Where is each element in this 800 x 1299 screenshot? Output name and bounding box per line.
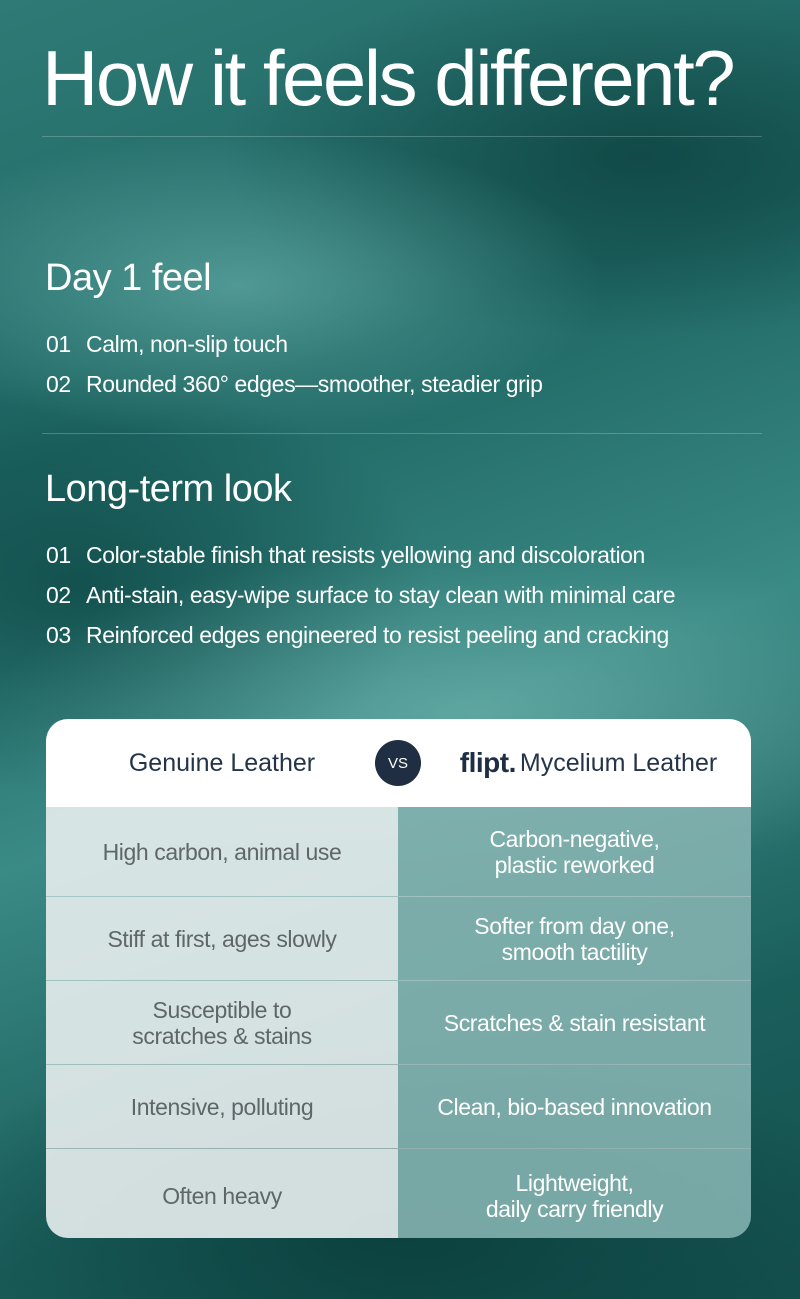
item-number: 01 bbox=[46, 542, 71, 568]
comparison-rows bbox=[46, 807, 751, 1238]
divider bbox=[42, 136, 762, 137]
longterm-list bbox=[46, 535, 675, 655]
table-row bbox=[46, 1148, 751, 1238]
day1-section-title: Day 1 feel bbox=[45, 257, 212, 299]
day1-list bbox=[46, 324, 543, 404]
divider bbox=[42, 433, 762, 434]
genuine-cell: Stiff at first, ages slowly bbox=[46, 897, 398, 980]
list-item bbox=[46, 324, 543, 364]
genuine-cell: Susceptible to scratches & stains bbox=[46, 981, 398, 1064]
mycelium-cell: Softer from day one, smooth tactility bbox=[398, 897, 751, 980]
comparison-table bbox=[46, 719, 751, 1238]
genuine-leather-header: Genuine Leather bbox=[128, 748, 316, 777]
table-row bbox=[46, 980, 751, 1064]
list-item bbox=[46, 535, 675, 575]
table-row bbox=[46, 1064, 751, 1148]
page-title: How it feels different? bbox=[42, 34, 734, 122]
table-row bbox=[46, 807, 751, 896]
mycelium-cell: Clean, bio-based innovation bbox=[398, 1065, 751, 1148]
mycelium-header-label: Mycelium Leather bbox=[519, 748, 718, 777]
item-text: Rounded 360° edges—smoother, steadier grip bbox=[86, 371, 543, 397]
item-text: Calm, non-slip touch bbox=[86, 331, 288, 357]
item-number: 02 bbox=[46, 371, 71, 397]
list-item bbox=[46, 575, 675, 615]
list-item bbox=[46, 364, 543, 404]
genuine-cell: High carbon, animal use bbox=[46, 807, 398, 896]
item-number: 02 bbox=[46, 582, 71, 608]
vs-badge: VS bbox=[375, 740, 421, 786]
comparison-header bbox=[46, 719, 751, 807]
brand-logo: flipt. bbox=[459, 747, 516, 778]
genuine-cell: Often heavy bbox=[46, 1149, 398, 1238]
mycelium-cell: Lightweight, daily carry friendly bbox=[398, 1149, 751, 1238]
mycelium-leather-header bbox=[426, 719, 751, 807]
item-text: Color-stable finish that resists yellowing and discoloration bbox=[86, 542, 645, 568]
item-text: Anti-stain, easy-wipe surface to stay clean with minimal care bbox=[86, 582, 676, 608]
item-text: Reinforced edges engineered to resist peeling and cracking bbox=[86, 622, 669, 648]
longterm-section-title: Long-term look bbox=[45, 468, 292, 510]
item-number: 03 bbox=[46, 622, 71, 648]
genuine-cell: Intensive, polluting bbox=[46, 1065, 398, 1148]
mycelium-cell: Scratches & stain resistant bbox=[398, 981, 751, 1064]
table-row bbox=[46, 896, 751, 980]
item-number: 01 bbox=[46, 331, 71, 357]
mycelium-cell: Carbon-negative, plastic reworked bbox=[398, 807, 751, 896]
list-item bbox=[46, 615, 675, 655]
